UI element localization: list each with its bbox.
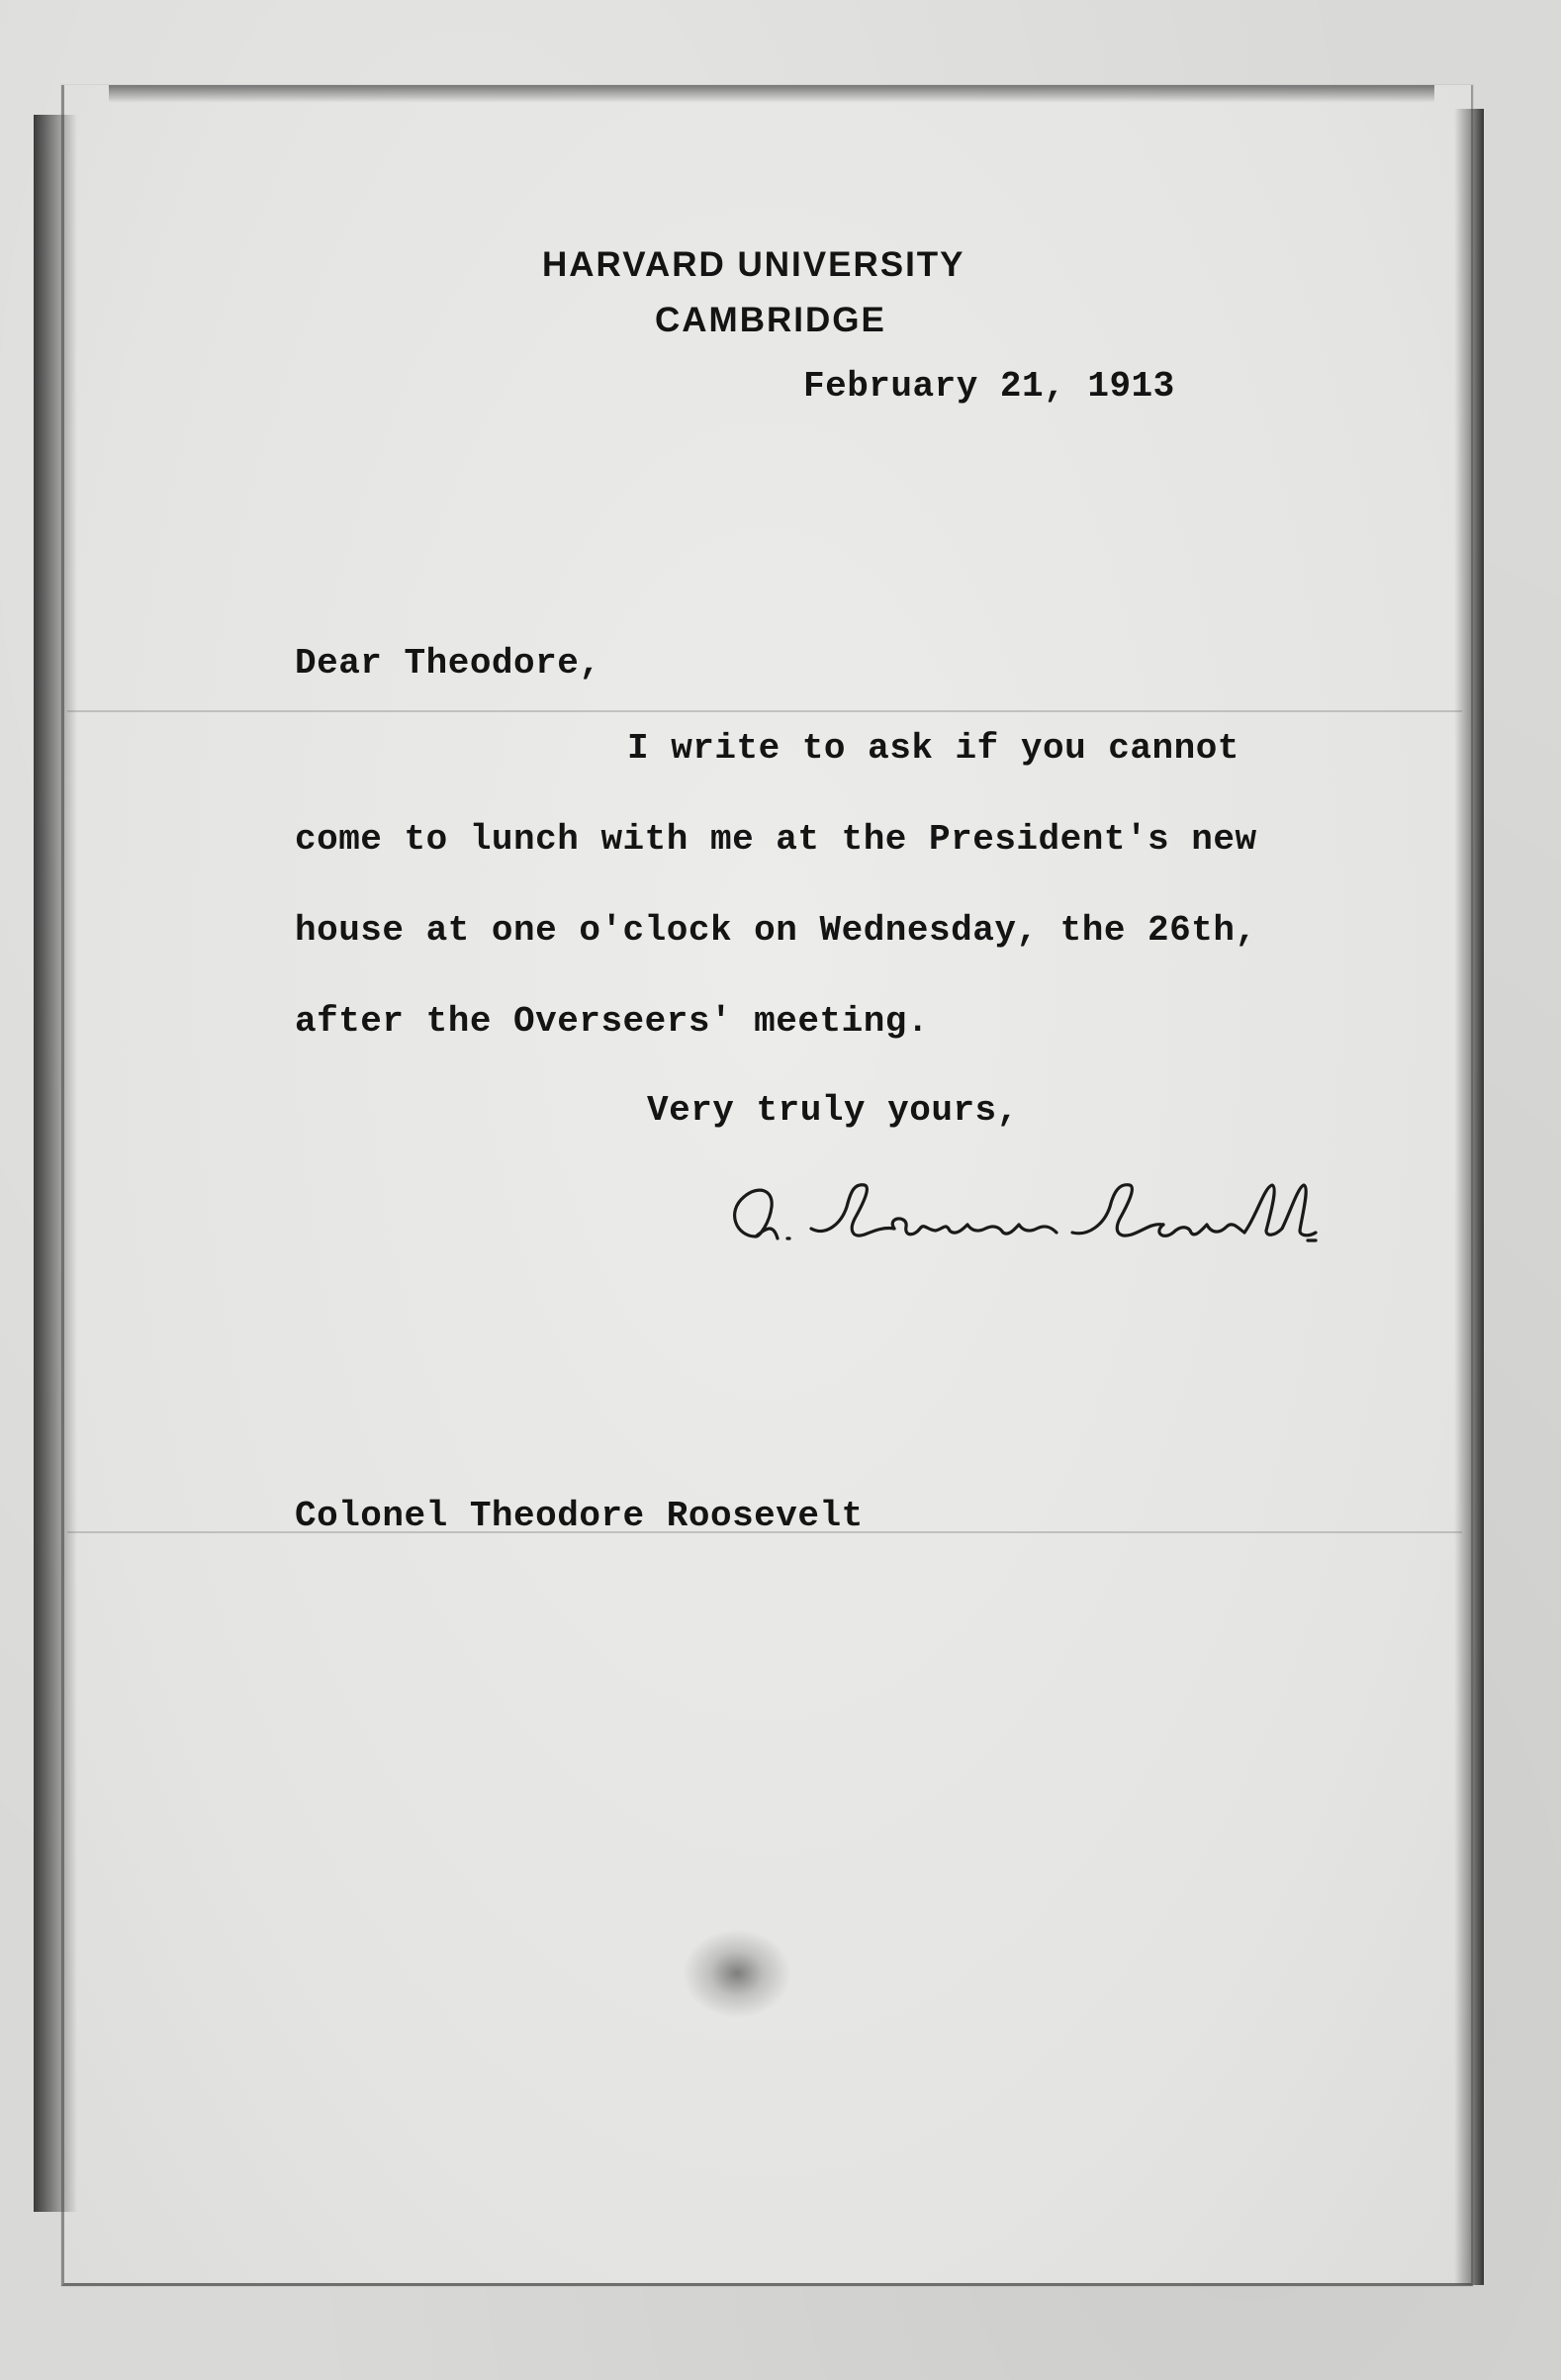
body-line: house at one o'clock on Wednesday, the 26th, — [295, 910, 1257, 951]
letter-date: February 21, 1913 — [803, 366, 1175, 407]
sheet-left-edge — [34, 115, 77, 2212]
body-line: after the Overseers' meeting. — [295, 1001, 930, 1042]
recipient-name: Colonel Theodore Roosevelt — [295, 1496, 864, 1536]
letterhead-city: CAMBRIDGE — [655, 301, 886, 339]
letterhead-institution: HARVARD UNIVERSITY — [542, 245, 965, 284]
handwritten-signature — [716, 1167, 1322, 1258]
closing: Very truly yours, — [647, 1090, 1019, 1131]
sheet-right-edge — [1454, 109, 1484, 2285]
salutation: Dear Theodore, — [295, 643, 601, 684]
fold-line — [67, 710, 1462, 712]
sheet-top-edge — [109, 85, 1434, 103]
body-line: I write to ask if you cannot — [627, 728, 1240, 769]
ink-smudge — [683, 1929, 791, 2018]
body-line: come to lunch with me at the President's new — [295, 819, 1257, 860]
